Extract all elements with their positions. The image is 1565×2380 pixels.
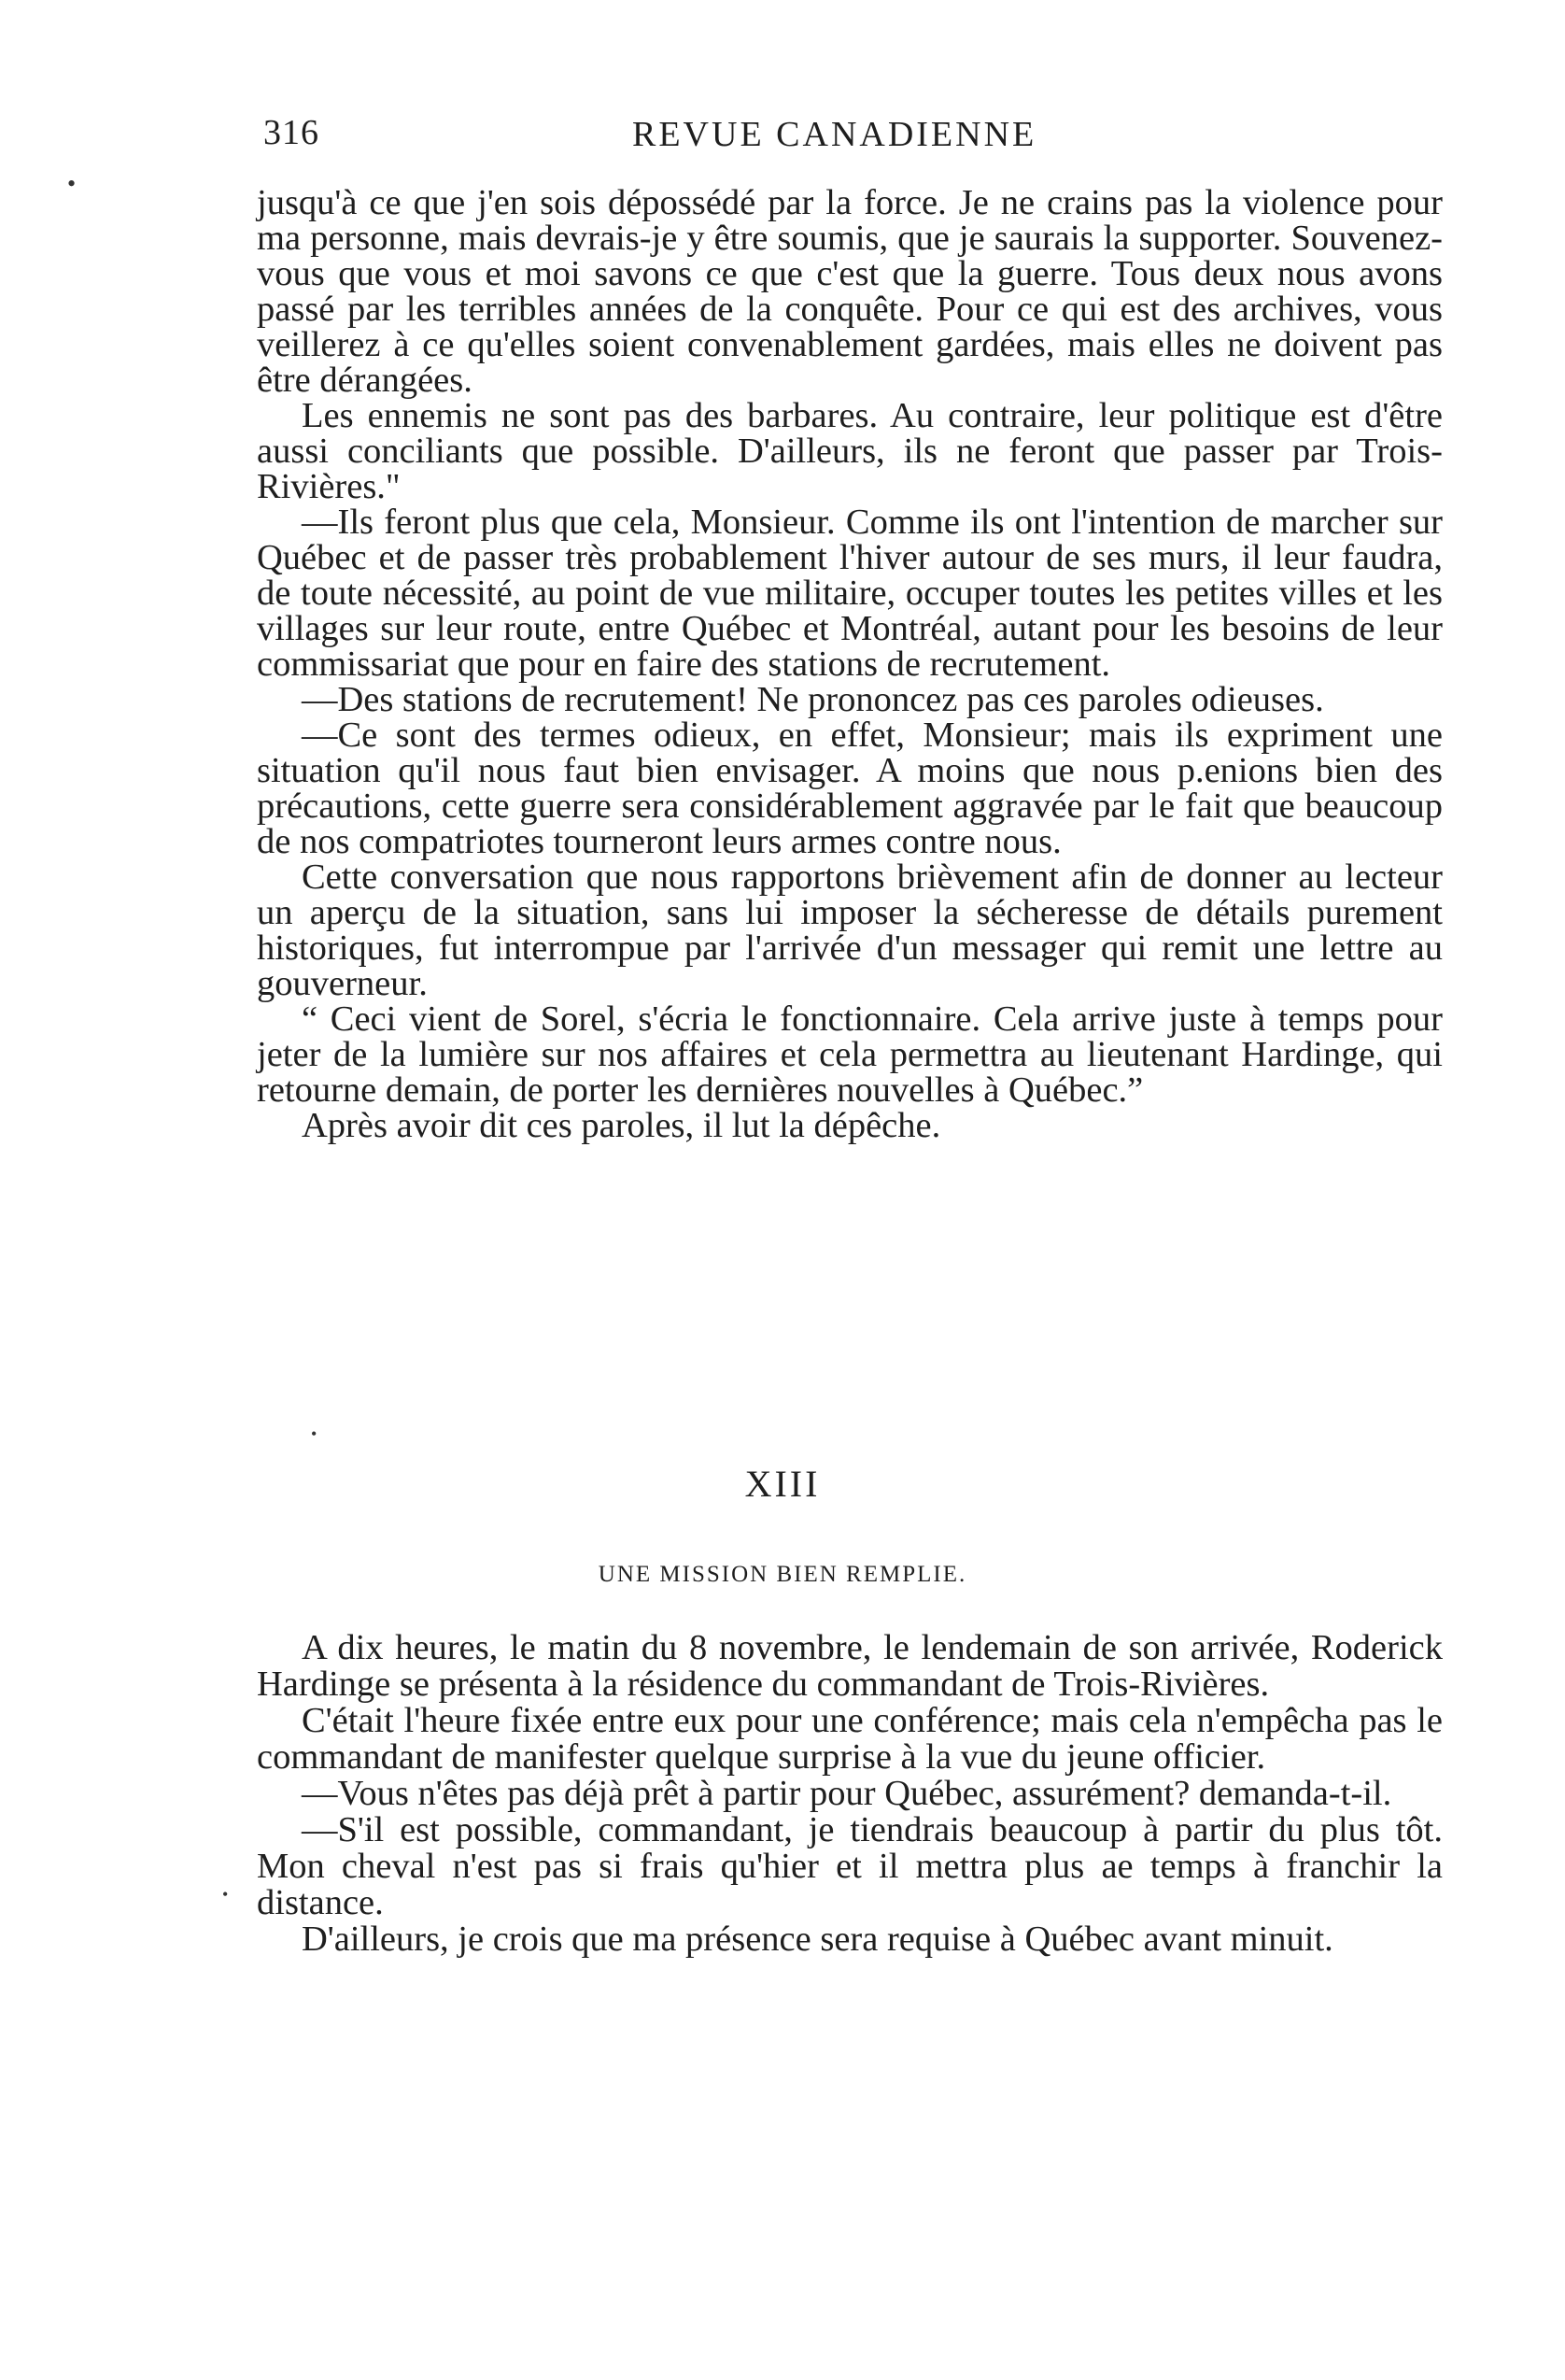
stray-dot-mark: • xyxy=(311,1424,317,1443)
paragraph: —Des stations de recrutement! Ne prononcez pas ces paroles odieuses. xyxy=(302,680,1324,719)
page-header xyxy=(263,112,1449,168)
body-text-top xyxy=(257,185,1443,1143)
paragraph: —Ce sont des termes odieux, en effet, Monsieur; mais ils expriment une situation qu'il nous faut bien envisager. A moins que nous p.enions bien des précautions, cette guerre sera considérablement aggravée par le fait que beaucoup de nos compatriotes tourneront leurs armes contre nous. xyxy=(257,715,1443,861)
body-text-bottom xyxy=(257,1630,1443,1958)
running-title: REVUE CANADIENNE xyxy=(632,115,1037,154)
stray-dot-mark: • xyxy=(222,1885,229,1904)
paragraph: Cette conversation que nous rapportons brièvement afin de donner au lecteur un aperçu de la situation, sans lui imposer la sécheresse de détails purement historiques, fut interrompue par l'arrivée d'un messager qui remit une lettre au gouverneur. xyxy=(257,857,1443,1003)
chapter-title: UNE MISSION BIEN REMPLIE. xyxy=(598,1562,967,1587)
page-number: 316 xyxy=(263,113,319,152)
paragraph: Les ennemis ne sont pas des barbares. Au contraire, leur politique est d'être aussi conciliants que possible. D'ailleurs, ils ne feront que passer par Trois-Rivières." xyxy=(257,396,1443,506)
paragraph: D'ailleurs, je crois que ma présence sera requise à Québec avant minuit. xyxy=(302,1920,1333,1959)
paragraph: A dix heures, le matin du 8 novembre, le lendemain de son arrivée, Roderick Hardinge se présenta à la résidence du commandant de Trois-Rivières. xyxy=(257,1628,1443,1704)
paragraph: “ Ceci vient de Sorel, s'écria le fonctionnaire. Cela arrive juste à temps pour jeter de la lumière sur nos affaires et cela permettra au lieutenant Hardinge, qui retourne demain, de porter les dernières nouvelles à Québec.” xyxy=(257,999,1443,1110)
chapter-number: XIII xyxy=(744,1463,821,1505)
paragraph: —Ils feront plus que cela, Monsieur. Comme ils ont l'intention de marcher sur Québec et de passer très probablement l'hiver autour de ses murs, il leur faudra, de toute nécessité, au point de vue militaire, occuper toutes les petites villes et les villages sur leur route, entre Québec et Montréal, autant pour les besoins de leur commissariat que pour en faire des stations de recrutement. xyxy=(257,503,1443,684)
stray-dot-mark: • xyxy=(67,170,77,197)
paragraph: C'était l'heure fixée entre eux pour une conférence; mais cela n'empêcha pas le commandant de manifester quelque surprise à la vue du jeune officier. xyxy=(257,1701,1443,1777)
paragraph: —Vous n'êtes pas déjà prêt à partir pour Québec, assurément? demanda-t-il. xyxy=(302,1774,1392,1813)
paragraph: —S'il est possible, commandant, je tiendrais beaucoup à partir du plus tôt. Mon cheval n'est pas si frais qu'hier et il mettra plus ae temps à franchir la distance. xyxy=(257,1810,1443,1922)
paragraph: jusqu'à ce que j'en sois dépossédé par la force. Je ne crains pas la violence pour ma personne, mais devrais-je y être soumis, que je saurais la supporter. Souvenez-vous que vous et moi savons ce que c'est que la guerre. Tous deux nous avons passé par les terribles années de la conquête. Pour ce qui est des archives, vous veillerez à ce qu'elles soient convenablement gardées, mais elles ne doivent pas être dérangées. xyxy=(257,183,1443,400)
paragraph: Après avoir dit ces paroles, il lut la dépêche. xyxy=(302,1106,941,1145)
